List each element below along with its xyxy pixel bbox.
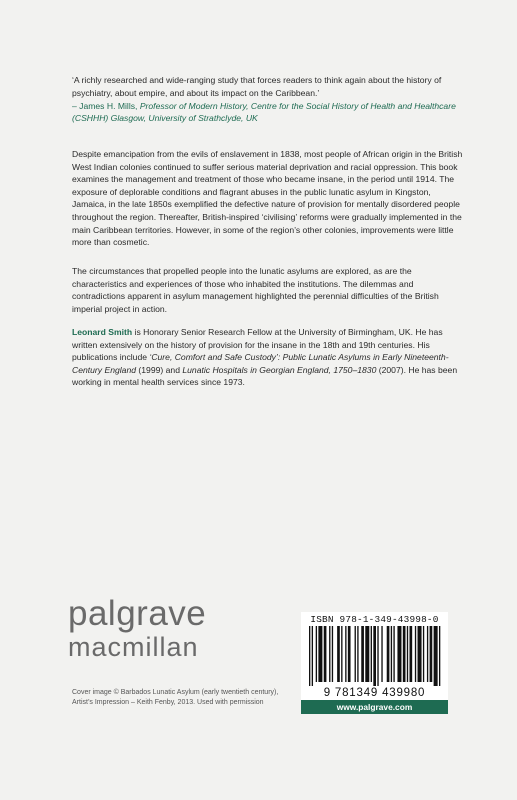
barcode-bar — [312, 626, 313, 686]
author-name: Leonard Smith — [72, 327, 133, 337]
ean-number: 9 781349 439980 — [323, 687, 426, 699]
barcode-bar — [410, 626, 413, 682]
barcode-bar — [407, 626, 408, 682]
barcode-bar — [361, 626, 364, 682]
barcode-bar — [345, 626, 346, 682]
barcode-bar — [423, 626, 424, 682]
barcode-bar — [316, 626, 317, 682]
barcode-bar — [373, 626, 376, 686]
attribution-name: – James H. Mills, — [72, 100, 138, 111]
barcode-bar — [387, 626, 390, 682]
author-bio-part-1: is Honorary Senior Research Fellow at the University of Birmingham, UK. He has written extensively on the history of provision for the insane in the 18th and 19th centuries. His publications include — [72, 327, 443, 363]
isbn-barcode — [301, 612, 448, 714]
barcode-bar — [391, 626, 392, 682]
description-paragraph-1: Despite emancipation from the evils of enslavement in 1838, most people of African origin in the British West Indian colonies continued to suffer serious material deprivation and racial oppression. This book examines the management and treatment of those who became insane, in the period until 1914. The exposure of deplorable conditions and flagrant abuses in the public lunatic asylum in Kingston, Jamaica, in the late 1850s exemplified the defective nature of provision for mentally disordered people throughout the region. Thereafter, British-inspired ‘civilising’ reforms were gradually implemented in the main Caribbean territories. However, in some of the region’s other colonies, improvements were little more than cosmetic. — [72, 149, 463, 248]
isbn-number: ISBN 978-1-349-43998-0 — [310, 614, 439, 625]
barcode-bar — [337, 626, 340, 682]
barcode-bar — [324, 626, 327, 682]
author-bio — [72, 326, 467, 389]
barcode-bar — [381, 626, 382, 682]
author-bio-part-2: (1999) and — [136, 364, 183, 375]
barcode-bar — [357, 626, 358, 682]
attribution-title: Professor of Modern History, Centre for the Social History of Health and Healthcare (CSHHH) Glasgow, University of Strathclyde, UK — [72, 100, 456, 124]
barcode-bar — [434, 626, 438, 686]
cover-image-credit: Cover image © Barbados Lunatic Asylum (early twentieth century), Artist’s Impression – Keith Fenby, 2013. Used with permission — [72, 689, 279, 706]
publisher-logo — [68, 596, 206, 661]
quote-text: ‘A richly researched and wide-ranging study that forces readers to think again about the history of psychiatry, about empire, and about its impact on the Caribbean.’ — [72, 75, 442, 98]
barcode-bar — [318, 626, 322, 682]
barcode-bars — [309, 626, 443, 686]
barcode-bar — [355, 626, 356, 682]
endorsement-quote — [72, 74, 462, 125]
author-book-2: Lunatic Hospitals in Georgian England, 1750–1830 — [182, 364, 377, 375]
barcode-bar — [430, 626, 433, 682]
barcode-bar — [332, 626, 333, 682]
barcode-bar — [341, 626, 342, 682]
logo-line-2: macmillan — [68, 632, 199, 662]
barcode-bar — [397, 626, 401, 682]
author-bio-part-3: (2007). He has been working in mental health services since 1973. — [72, 364, 458, 388]
barcode-bar — [371, 626, 372, 682]
quote-attribution — [72, 101, 456, 124]
barcode-bar — [418, 626, 422, 682]
author-book-1: ‘Cure, Comfort and Safe Custody’: Public Lunatic Asylums in Early Nineteenth-Century England — [72, 352, 449, 375]
description-paragraph-2: The circumstances that propelled people into the lunatic asylums are explored, as are the characteristics and experiences of those who inhabited the institutions. The dilemmas and contradictions apparent in asylum management highlighted the perennial difficulties of the British imperial project in action. — [72, 266, 439, 314]
barcode-bar — [427, 626, 428, 682]
barcode-bar — [365, 626, 369, 682]
barcode-bar — [415, 626, 416, 682]
barcode-bar — [377, 626, 378, 686]
barcode-bar — [393, 626, 394, 682]
publisher-website: www.palgrave.com — [301, 700, 448, 714]
barcode-bar — [329, 626, 330, 682]
barcode-bar — [403, 626, 406, 682]
barcode-bar — [348, 626, 351, 682]
barcode-bar — [439, 626, 440, 686]
barcode-bar — [309, 626, 310, 686]
logo-line-1: palgrave — [68, 594, 207, 633]
